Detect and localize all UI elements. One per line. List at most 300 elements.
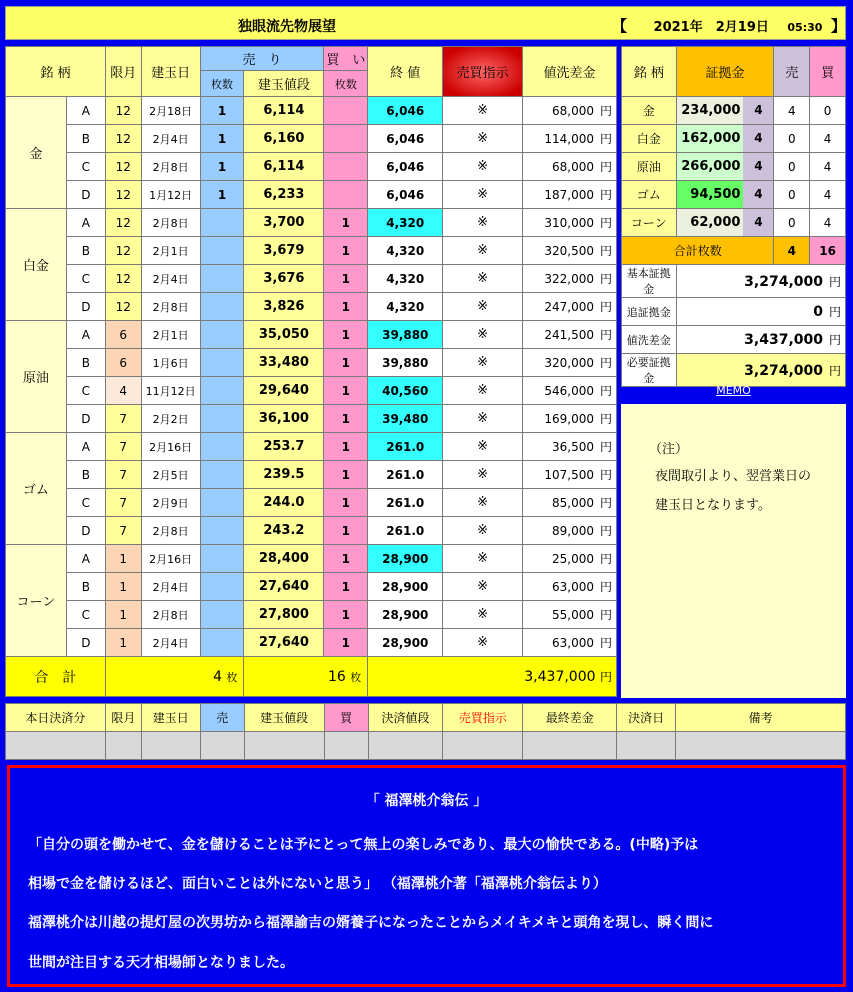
instruction-mark: ※ — [443, 517, 523, 545]
yen-unit: 円 — [599, 580, 612, 594]
contract-sub: D — [66, 629, 105, 657]
margin-sell: 0 — [774, 125, 810, 153]
entry-price: 27,640 — [244, 573, 324, 601]
header-entry-price: 建玉値段 — [244, 71, 324, 97]
yen-unit: 円 — [599, 468, 612, 482]
commodity-name: ゴム — [6, 433, 67, 545]
diff-value: 55,000 — [551, 608, 594, 622]
entry-date: 2月9日 — [141, 489, 200, 517]
instruction-mark: ※ — [443, 629, 523, 657]
buy-count — [324, 153, 368, 181]
entry-date: 2月4日 — [141, 629, 200, 657]
margin-total-sell: 4 — [774, 237, 810, 265]
settle-cell[interactable] — [443, 732, 523, 760]
sell-count: 1 — [200, 181, 244, 209]
sell-count — [200, 629, 244, 657]
contract-month: 1 — [105, 545, 141, 573]
margin-summary-label: 必要証拠金 — [622, 354, 677, 387]
buy-count: 1 — [324, 461, 368, 489]
margin-row — [622, 181, 846, 209]
positions-table — [5, 46, 617, 697]
margin-summary-value — [676, 354, 845, 387]
header-sell: 売 り — [200, 47, 324, 71]
report-time: 05:30 — [787, 21, 823, 34]
contract-month: 6 — [105, 349, 141, 377]
buy-count: 1 — [324, 349, 368, 377]
sell-count: 1 — [200, 125, 244, 153]
close-price: 39,880 — [368, 321, 443, 349]
margin-summary-label: 基本証拠金 — [622, 265, 677, 298]
settle-header-instruction: 売買指示 — [443, 704, 523, 732]
margin-buy: 4 — [810, 125, 846, 153]
instruction-mark: ※ — [443, 97, 523, 125]
sell-count — [200, 545, 244, 573]
bracket-close: 】 — [830, 17, 846, 35]
margin-count: 4 — [743, 125, 773, 152]
position-row — [6, 601, 617, 629]
close-price: 39,480 — [368, 405, 443, 433]
quote-line-2: 相場で金を儲けるほど、面白いことは外にないと思う」 （福澤桃介著「福澤桃介翁伝より） — [28, 876, 607, 892]
diff-value: 169,000 — [544, 412, 594, 426]
entry-price: 3,679 — [244, 237, 324, 265]
settle-header-month: 限月 — [105, 704, 141, 732]
position-row — [6, 265, 617, 293]
position-row — [6, 349, 617, 377]
contract-month: 12 — [105, 293, 141, 321]
close-price: 4,320 — [368, 237, 443, 265]
mark-to-market-diff — [523, 433, 617, 461]
entry-date: 2月4日 — [141, 265, 200, 293]
mark-to-market-diff — [523, 405, 617, 433]
entry-date: 2月5日 — [141, 461, 200, 489]
yen-unit: 円 — [599, 328, 612, 342]
contract-month: 7 — [105, 489, 141, 517]
yen-unit: 円 — [599, 440, 612, 454]
position-row — [6, 125, 617, 153]
diff-value: 320,000 — [544, 356, 594, 370]
instruction-mark: ※ — [443, 237, 523, 265]
commodity-name: 白金 — [6, 209, 67, 321]
contract-month: 12 — [105, 97, 141, 125]
contract-month: 4 — [105, 377, 141, 405]
report-date: 2021年 2月19日 — [653, 20, 769, 35]
settle-header-settle-date: 決済日 — [617, 704, 676, 732]
close-price: 40,560 — [368, 377, 443, 405]
settle-cell[interactable] — [6, 732, 106, 760]
contract-sub: C — [66, 601, 105, 629]
header-buy-count: 枚数 — [324, 71, 368, 97]
instruction-mark: ※ — [443, 601, 523, 629]
sell-count: 1 — [200, 97, 244, 125]
close-price: 6,046 — [368, 97, 443, 125]
totals-row — [6, 657, 617, 697]
settle-cell[interactable] — [617, 732, 676, 760]
position-row — [6, 153, 617, 181]
diff-value: 322,000 — [544, 272, 594, 286]
instruction-mark: ※ — [443, 153, 523, 181]
settle-header-entry-price: 建玉値段 — [244, 704, 324, 732]
buy-count: 1 — [324, 601, 368, 629]
contract-month: 12 — [105, 153, 141, 181]
header-sell-count: 枚数 — [200, 71, 244, 97]
position-row — [6, 237, 617, 265]
margin-row — [622, 125, 846, 153]
buy-count — [324, 181, 368, 209]
margin-buy: 0 — [810, 97, 846, 125]
position-row — [6, 545, 617, 573]
entry-date: 2月18日 — [141, 97, 200, 125]
contract-sub: A — [66, 321, 105, 349]
entry-date: 2月4日 — [141, 573, 200, 601]
buy-count: 1 — [324, 545, 368, 573]
diff-value: 320,500 — [544, 244, 594, 258]
margin-amount-cell — [676, 125, 774, 153]
contract-sub: B — [66, 349, 105, 377]
sell-count — [200, 573, 244, 601]
margin-commodity: ゴム — [622, 181, 677, 209]
contract-sub: D — [66, 293, 105, 321]
entry-price: 28,400 — [244, 545, 324, 573]
margin-summary-value — [676, 326, 845, 354]
contract-sub: C — [66, 153, 105, 181]
settle-header-sell: 売 — [200, 704, 244, 732]
instruction-mark: ※ — [443, 489, 523, 517]
entry-date: 1月12日 — [141, 181, 200, 209]
instruction-mark: ※ — [443, 349, 523, 377]
instruction-mark: ※ — [443, 209, 523, 237]
margin-summary-value — [676, 265, 845, 298]
header-month: 限月 — [105, 47, 141, 97]
quote-line-4: 世間が注目する天才相場師となりました。 — [28, 955, 294, 971]
diff-value: 63,000 — [551, 580, 594, 594]
settle-empty-row — [6, 732, 846, 760]
margin-summary-value — [676, 298, 845, 326]
position-row — [6, 377, 617, 405]
yen-unit: 円 — [599, 244, 612, 258]
margin-count: 4 — [743, 153, 773, 180]
contract-month: 7 — [105, 517, 141, 545]
diff-value: 310,000 — [544, 216, 594, 230]
commodity-name: 金 — [6, 97, 67, 209]
entry-date: 2月2日 — [141, 405, 200, 433]
close-price: 4,320 — [368, 209, 443, 237]
margin-amount: 266,000 — [677, 153, 744, 180]
sell-count — [200, 265, 244, 293]
margin-commodity: 金 — [622, 97, 677, 125]
memo-line-1: 夜間取引より、翌営業日の — [655, 469, 812, 484]
contract-sub: B — [66, 461, 105, 489]
position-row — [6, 209, 617, 237]
entry-price: 36,100 — [244, 405, 324, 433]
entry-price: 33,480 — [244, 349, 324, 377]
entry-price: 29,640 — [244, 377, 324, 405]
header-close: 終 値 — [368, 47, 443, 97]
margin-commodity: 原油 — [622, 153, 677, 181]
close-price: 261.0 — [368, 517, 443, 545]
yen-unit: 円 — [599, 608, 612, 622]
margin-summary-label: 追証拠金 — [622, 298, 677, 326]
entry-price: 3,826 — [244, 293, 324, 321]
instruction-mark: ※ — [443, 545, 523, 573]
entry-date: 2月1日 — [141, 321, 200, 349]
yen-unit: 円 — [828, 305, 841, 319]
contract-sub: A — [66, 209, 105, 237]
instruction-mark: ※ — [443, 405, 523, 433]
close-price: 261.0 — [368, 461, 443, 489]
yen-unit: 円 — [599, 356, 612, 370]
buy-count: 1 — [324, 377, 368, 405]
totals-diff — [368, 657, 617, 697]
settle-cell[interactable] — [200, 732, 244, 760]
instruction-mark: ※ — [443, 265, 523, 293]
sell-count — [200, 209, 244, 237]
buy-count: 1 — [324, 489, 368, 517]
settle-cell[interactable] — [676, 732, 846, 760]
yen-unit: 円 — [599, 412, 612, 426]
position-row — [6, 489, 617, 517]
memo-box — [621, 404, 846, 698]
margin-total-label: 合計枚数 — [622, 237, 774, 265]
header-date: 建玉日 — [141, 47, 200, 97]
settle-cell[interactable] — [141, 732, 200, 760]
yen-unit: 円 — [599, 300, 612, 314]
contract-month: 12 — [105, 265, 141, 293]
buy-count: 1 — [324, 265, 368, 293]
position-row — [6, 321, 617, 349]
side-header-amount: 証拠金 — [676, 47, 774, 97]
diff-value: 68,000 — [551, 104, 594, 118]
settlement-table — [5, 703, 846, 760]
entry-price: 239.5 — [244, 461, 324, 489]
position-row — [6, 293, 617, 321]
margin-amount-cell — [676, 153, 774, 181]
entry-price: 27,640 — [244, 629, 324, 657]
mark-to-market-diff — [523, 237, 617, 265]
contract-sub: D — [66, 517, 105, 545]
settle-header-remarks: 備考 — [676, 704, 846, 732]
contract-sub: B — [66, 125, 105, 153]
margin-summary-amount: 0 — [813, 304, 823, 320]
contract-month: 7 — [105, 461, 141, 489]
yen-unit: 円 — [599, 496, 612, 510]
mark-to-market-diff — [523, 461, 617, 489]
contract-month: 12 — [105, 237, 141, 265]
quote-line-3: 福澤桃介は川越の提灯屋の次男坊から福澤諭吉の婿養子になったことからメイキメキと頭角を現し、瞬く間に — [28, 915, 714, 931]
diff-value: 85,000 — [551, 496, 594, 510]
yen-unit: 円 — [599, 524, 612, 538]
close-price: 261.0 — [368, 489, 443, 517]
contract-month: 1 — [105, 573, 141, 601]
position-row — [6, 405, 617, 433]
entry-date: 2月8日 — [141, 153, 200, 181]
yen-unit: 円 — [599, 552, 612, 566]
close-price: 4,320 — [368, 265, 443, 293]
mark-to-market-diff — [523, 125, 617, 153]
entry-date: 2月8日 — [141, 601, 200, 629]
totals-sell — [105, 657, 244, 697]
totals-yen: 円 — [599, 670, 612, 684]
entry-date: 2月16日 — [141, 545, 200, 573]
diff-value: 25,000 — [551, 552, 594, 566]
contract-month: 1 — [105, 629, 141, 657]
yen-unit: 円 — [599, 132, 612, 146]
totals-label: 合 計 — [6, 657, 106, 697]
sell-count — [200, 433, 244, 461]
entry-price: 253.7 — [244, 433, 324, 461]
contract-sub: C — [66, 377, 105, 405]
entry-date: 11月12日 — [141, 377, 200, 405]
sell-count: 1 — [200, 153, 244, 181]
settle-cell[interactable] — [324, 732, 368, 760]
settle-header-today: 本日決済分 — [6, 704, 106, 732]
margin-amount-cell — [676, 97, 774, 125]
settle-header-final-diff: 最終差金 — [523, 704, 617, 732]
instruction-mark: ※ — [443, 461, 523, 489]
side-header-name: 銘 柄 — [622, 47, 677, 97]
yen-unit: 円 — [599, 188, 612, 202]
margin-buy: 4 — [810, 181, 846, 209]
mark-to-market-diff — [523, 377, 617, 405]
quote-box — [7, 765, 846, 987]
totals-sell-unit: 枚 — [226, 670, 238, 684]
margin-count: 4 — [743, 97, 773, 124]
buy-count: 1 — [324, 209, 368, 237]
memo-note: （注） — [649, 442, 689, 457]
contract-sub: A — [66, 433, 105, 461]
entry-price: 6,114 — [244, 153, 324, 181]
margin-total-row — [622, 237, 846, 265]
totals-buy — [244, 657, 368, 697]
margin-summary-label: 値洗差金 — [622, 326, 677, 354]
diff-value: 89,000 — [551, 524, 594, 538]
close-price: 39,880 — [368, 349, 443, 377]
buy-count: 1 — [324, 517, 368, 545]
position-row — [6, 433, 617, 461]
totals-sell-value: 4 — [213, 668, 222, 685]
contract-sub: A — [66, 97, 105, 125]
mark-to-market-diff — [523, 97, 617, 125]
instruction-mark: ※ — [443, 321, 523, 349]
entry-price: 6,114 — [244, 97, 324, 125]
margin-buy: 4 — [810, 209, 846, 237]
diff-value: 107,500 — [544, 468, 594, 482]
buy-count: 1 — [324, 433, 368, 461]
buy-count: 1 — [324, 321, 368, 349]
diff-value: 187,000 — [544, 188, 594, 202]
margin-sell: 0 — [774, 153, 810, 181]
contract-sub: B — [66, 573, 105, 601]
mark-to-market-diff — [523, 209, 617, 237]
mark-to-market-diff — [523, 601, 617, 629]
commodity-name: 原油 — [6, 321, 67, 433]
settle-cell[interactable] — [523, 732, 617, 760]
margin-summary-amount: 3,274,000 — [744, 362, 823, 379]
entry-price: 35,050 — [244, 321, 324, 349]
diff-value: 68,000 — [551, 160, 594, 174]
entry-price: 3,700 — [244, 209, 324, 237]
close-price: 28,900 — [368, 601, 443, 629]
entry-price: 6,160 — [244, 125, 324, 153]
diff-value: 114,000 — [544, 132, 594, 146]
sell-count — [200, 517, 244, 545]
position-row — [6, 461, 617, 489]
settle-cell[interactable] — [368, 732, 443, 760]
buy-count: 1 — [324, 573, 368, 601]
margin-count: 4 — [743, 209, 773, 236]
report-datetime — [612, 15, 846, 36]
close-price: 28,900 — [368, 545, 443, 573]
buy-count: 1 — [324, 405, 368, 433]
side-header-sell: 売 — [774, 47, 810, 97]
header-buy: 買 い — [324, 47, 368, 71]
header-name: 銘 柄 — [6, 47, 106, 97]
yen-unit: 円 — [828, 333, 841, 347]
instruction-mark: ※ — [443, 377, 523, 405]
buy-count — [324, 125, 368, 153]
entry-price: 27,800 — [244, 601, 324, 629]
contract-sub: D — [66, 181, 105, 209]
side-header-buy: 買 — [810, 47, 846, 97]
contract-sub: C — [66, 489, 105, 517]
page-title: 独眼流先物展望 — [238, 19, 336, 35]
yen-unit: 円 — [828, 274, 841, 289]
buy-count — [324, 97, 368, 125]
margin-summary-amount: 3,274,000 — [744, 273, 823, 290]
diff-value: 546,000 — [544, 384, 594, 398]
sell-count — [200, 461, 244, 489]
entry-price: 243.2 — [244, 517, 324, 545]
mark-to-market-diff — [523, 545, 617, 573]
sell-count — [200, 237, 244, 265]
contract-month: 12 — [105, 181, 141, 209]
instruction-mark: ※ — [443, 181, 523, 209]
entry-price: 3,676 — [244, 265, 324, 293]
diff-value: 247,000 — [544, 300, 594, 314]
settle-cell[interactable] — [105, 732, 141, 760]
sell-count — [200, 377, 244, 405]
contract-month: 1 — [105, 601, 141, 629]
margin-amount: 62,000 — [677, 209, 744, 236]
yen-unit: 円 — [599, 636, 612, 650]
memo-link[interactable]: MEMO — [716, 384, 751, 397]
margin-row — [622, 97, 846, 125]
margin-summary-row — [622, 326, 846, 354]
margin-commodity: 白金 — [622, 125, 677, 153]
settle-cell[interactable] — [244, 732, 324, 760]
margin-summary-amount: 3,437,000 — [744, 332, 823, 348]
position-row — [6, 517, 617, 545]
margin-summary-row — [622, 265, 846, 298]
title-bar — [5, 6, 846, 40]
yen-unit: 円 — [599, 160, 612, 174]
yen-unit: 円 — [599, 216, 612, 230]
yen-unit: 円 — [599, 384, 612, 398]
margin-total-buy: 16 — [810, 237, 846, 265]
memo-line-2: 建玉日となります。 — [655, 498, 771, 513]
yen-unit: 円 — [599, 104, 612, 118]
margin-sell: 0 — [774, 181, 810, 209]
contract-month: 7 — [105, 433, 141, 461]
margin-summary-table — [621, 46, 846, 387]
entry-date: 1月6日 — [141, 349, 200, 377]
entry-date: 2月16日 — [141, 433, 200, 461]
buy-count: 1 — [324, 293, 368, 321]
margin-amount: 94,500 — [677, 181, 744, 208]
close-price: 261.0 — [368, 433, 443, 461]
instruction-mark: ※ — [443, 125, 523, 153]
contract-sub: C — [66, 265, 105, 293]
instruction-mark: ※ — [443, 293, 523, 321]
